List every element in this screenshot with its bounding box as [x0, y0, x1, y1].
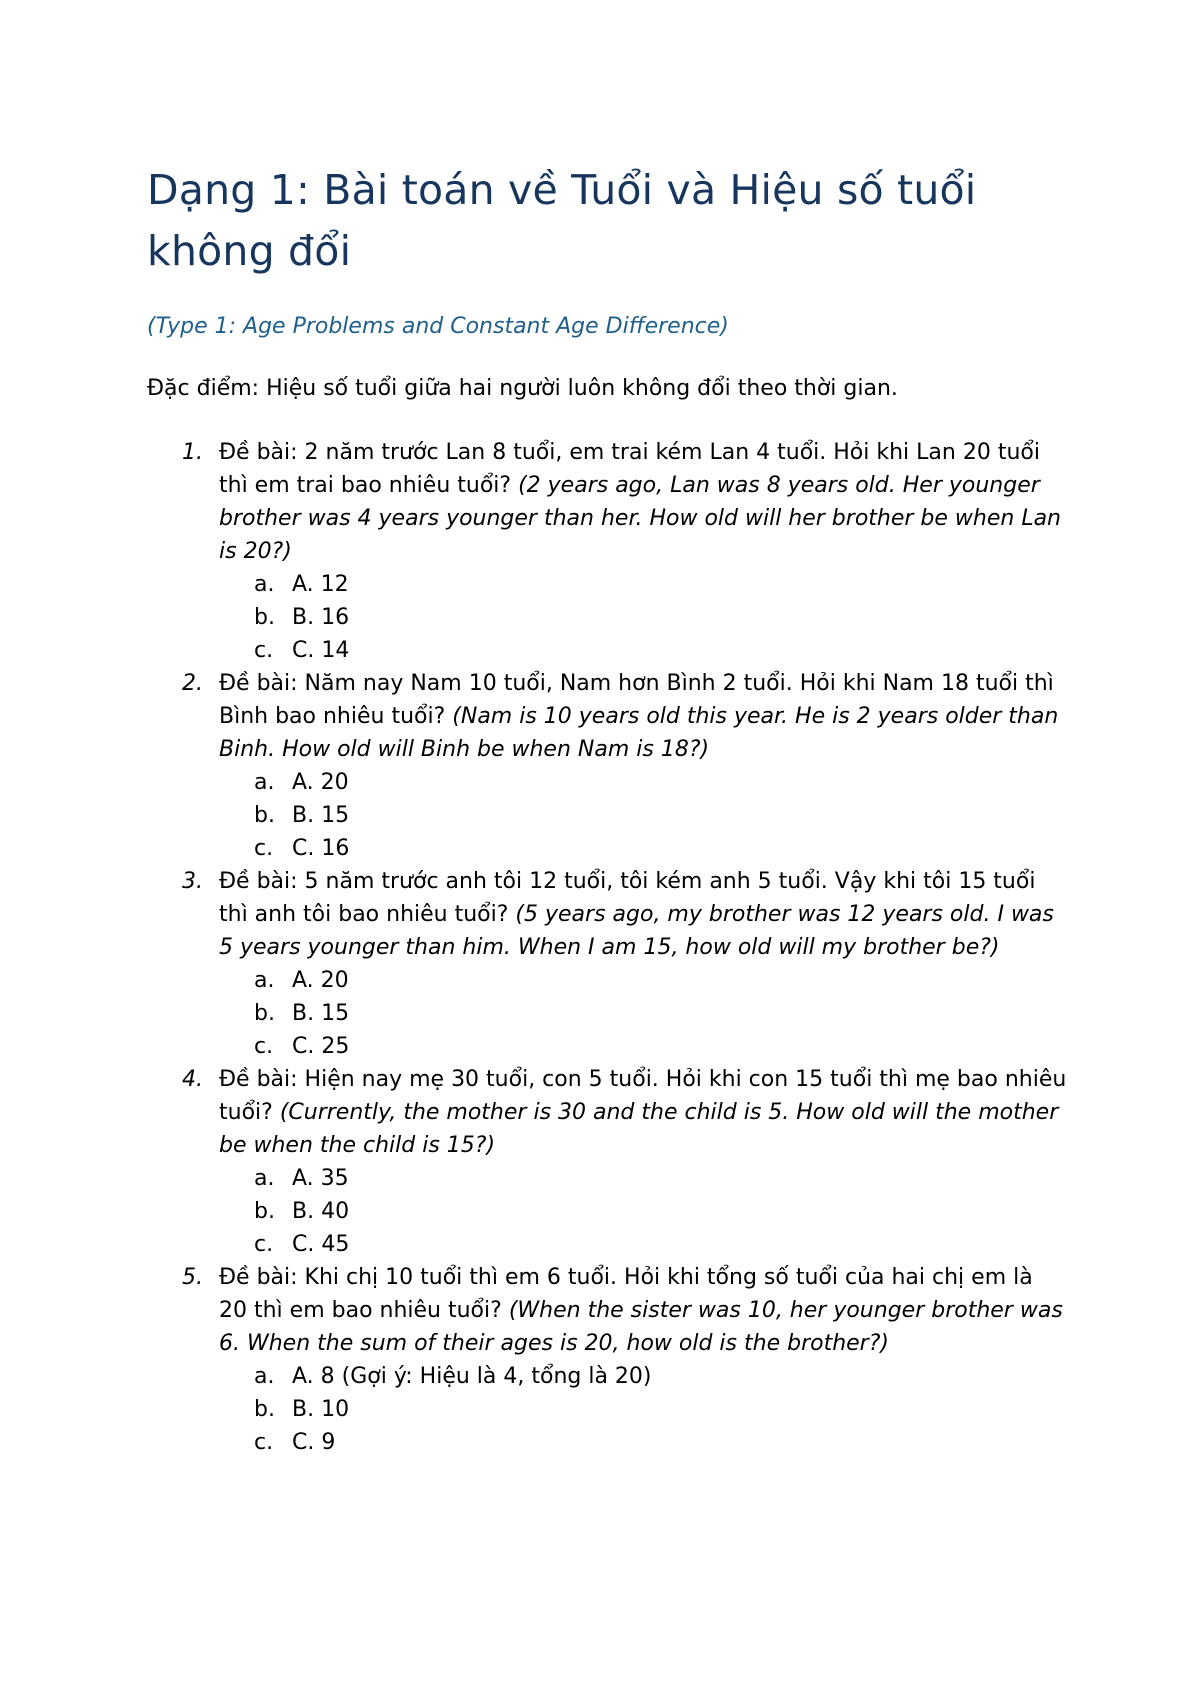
question-translation: (Currently, the mother is 30 and the child is 5. How old will the mother be when the child is 15?) [219, 1100, 1059, 1158]
question-item [147, 436, 1067, 667]
feature-description: Đặc điểm: Hiệu số tuổi giữa hai người luôn không đổi theo thời gian. [147, 376, 898, 401]
answer-options [219, 964, 1067, 1063]
question-item [147, 1063, 1067, 1261]
question-item [147, 667, 1067, 865]
answer-option [219, 568, 1067, 601]
answer-options [219, 766, 1067, 865]
option-text: A. 8 (Gợi ý: Hiệu là 4, tổng là 20) [292, 1364, 652, 1389]
option-letter: b. [254, 605, 275, 630]
option-text: B. 16 [292, 605, 350, 630]
option-text: C. 14 [292, 638, 350, 663]
answer-options [219, 1162, 1067, 1261]
question-text: Đề bài: Hiện nay mẹ 30 tuổi, con 5 tuổi. Hỏi khi con 15 tuổi thì mẹ bao nhiêu tuổi? [219, 1067, 1067, 1125]
question-item [147, 1261, 1067, 1459]
option-text: C. 9 [292, 1430, 336, 1455]
option-text: A. 20 [292, 968, 349, 993]
option-text: A. 20 [292, 770, 349, 795]
answer-option [219, 997, 1067, 1030]
option-text: A. 12 [292, 572, 349, 597]
option-text: C. 25 [292, 1034, 350, 1059]
question-number: 3. [182, 869, 203, 894]
answer-option [219, 1228, 1067, 1261]
option-letter: a. [254, 770, 275, 795]
option-text: B. 15 [292, 1001, 350, 1026]
question-number: 4. [182, 1067, 203, 1092]
option-letter: b. [254, 1199, 275, 1224]
page-title: Dạng 1: Bài toán về Tuổi và Hiệu số tuổi không đổi [147, 166, 977, 275]
option-letter: b. [254, 803, 275, 828]
question-text: Đề bài: Khi chị 10 tuổi thì em 6 tuổi. Hỏi khi tổng số tuổi của hai chị em là 20 thì em bao nhiêu tuổi? [219, 1265, 1033, 1323]
answer-option [219, 601, 1067, 634]
document-page [147, 160, 1067, 1459]
answer-options [219, 568, 1067, 667]
option-text: B. 10 [292, 1397, 350, 1422]
question-translation: (2 years ago, Lan was 8 years old. Her younger brother was 4 years younger than her. How old will her brother be when Lan is 20?) [219, 473, 1062, 564]
answer-option [219, 1195, 1067, 1228]
answer-option [219, 964, 1067, 997]
option-text: B. 40 [292, 1199, 350, 1224]
question-number: 2. [182, 671, 203, 696]
answer-option [219, 1360, 1067, 1393]
answer-option [219, 1393, 1067, 1426]
answer-option [219, 1030, 1067, 1063]
answer-option [219, 634, 1067, 667]
answer-option [219, 766, 1067, 799]
option-letter: c. [254, 836, 274, 861]
answer-option [219, 1162, 1067, 1195]
question-translation: (Nam is 10 years old this year. He is 2 years older than Binh. How old will Binh be when Nam is 18?) [219, 704, 1059, 762]
answer-options [219, 1360, 1067, 1459]
option-letter: b. [254, 1397, 275, 1422]
option-letter: a. [254, 1364, 275, 1389]
option-letter: a. [254, 1166, 275, 1191]
answer-option [219, 1426, 1067, 1459]
question-number: 5. [182, 1265, 203, 1290]
question-text: Đề bài: 5 năm trước anh tôi 12 tuổi, tôi kém anh 5 tuổi. Vậy khi tôi 15 tuổi thì anh tôi bao nhiêu tuổi? [219, 869, 1036, 927]
question-text: Đề bài: 2 năm trước Lan 8 tuổi, em trai kém Lan 4 tuổi. Hỏi khi Lan 20 tuổi thì em trai bao nhiêu tuổi? [219, 440, 1040, 498]
question-translation: (5 years ago, my brother was 12 years old. I was 5 years younger than him. When I am 15, how old will my brother be?) [219, 902, 1054, 960]
option-text: B. 15 [292, 803, 350, 828]
option-letter: a. [254, 572, 275, 597]
option-letter: c. [254, 1232, 274, 1257]
option-letter: a. [254, 968, 275, 993]
question-text: Đề bài: Năm nay Nam 10 tuổi, Nam hơn Bình 2 tuổi. Hỏi khi Nam 18 tuổi thì Bình bao nhiêu tuổi? [219, 671, 1054, 729]
page-subtitle: (Type 1: Age Problems and Constant Age Difference) [147, 314, 729, 339]
option-text: C. 45 [292, 1232, 350, 1257]
option-letter: c. [254, 1034, 274, 1059]
question-list [147, 436, 1067, 1459]
option-text: A. 35 [292, 1166, 349, 1191]
answer-option [219, 832, 1067, 865]
option-letter: b. [254, 1001, 275, 1026]
option-letter: c. [254, 638, 274, 663]
question-translation: (When the sister was 10, her younger brother was 6. When the sum of their ages is 20, how old is the brother?) [219, 1298, 1063, 1356]
option-letter: c. [254, 1430, 274, 1455]
question-number: 1. [182, 440, 203, 465]
answer-option [219, 799, 1067, 832]
question-item [147, 865, 1067, 1063]
option-text: C. 16 [292, 836, 350, 861]
